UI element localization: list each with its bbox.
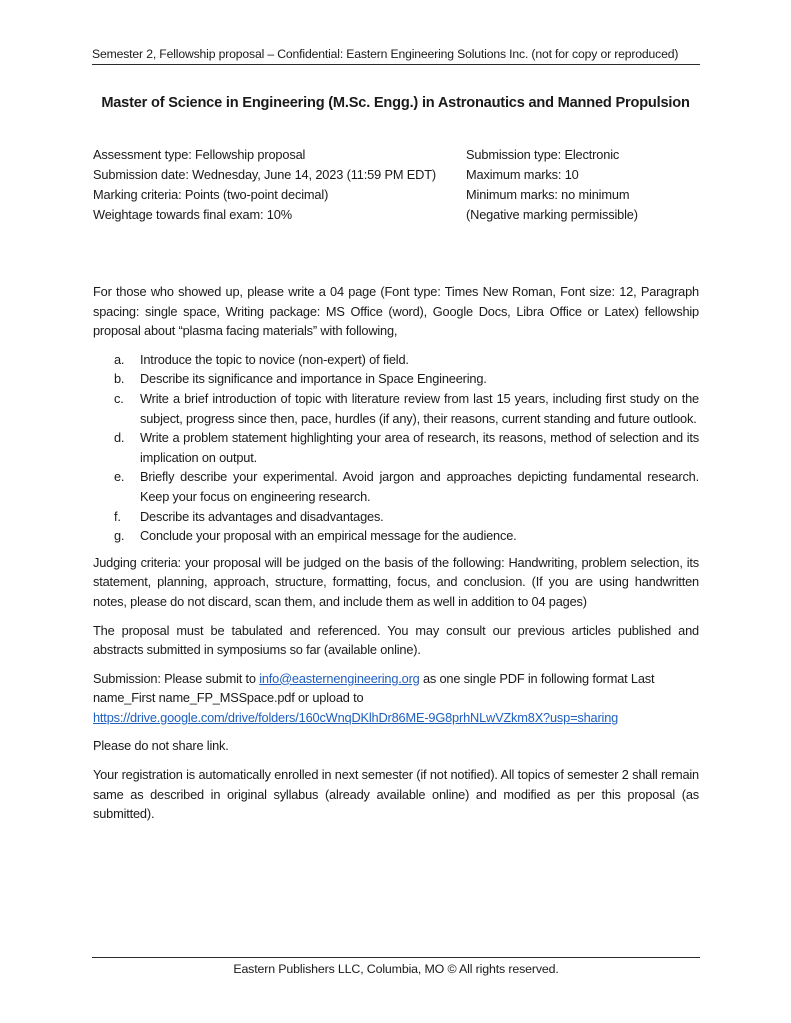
list-marker: e. bbox=[114, 469, 125, 485]
list-item-text: Briefly describe your experimental. Avoid jargon and approaches depicting fundamental research. Keep your focus on engineering research. bbox=[140, 469, 699, 504]
list-item-text: Introduce the topic to novice (non-expert) of field. bbox=[140, 351, 409, 367]
registration-paragraph: Your registration is automatically enrolled in next semester (if not notified). All topics of semester 2 shall remain same as described in original syllabus (already available online) and modified as per this proposal (as submitted). bbox=[93, 767, 699, 822]
list-marker: a. bbox=[114, 351, 125, 367]
list-marker: c. bbox=[114, 390, 124, 406]
list-item bbox=[93, 389, 699, 428]
minimum-marks: Minimum marks: no minimum bbox=[466, 187, 630, 202]
assessment-info-right bbox=[466, 145, 638, 225]
task-list bbox=[93, 350, 699, 546]
list-marker: g. bbox=[114, 528, 125, 544]
upload-folder-link[interactable]: https://drive.google.com/drive/folders/160cWnqDKlhDr86ME-9G8prhNLwVZkm8X?usp=sharing bbox=[93, 709, 619, 725]
marking-criteria: Marking criteria: Points (two-point decimal) bbox=[93, 187, 329, 202]
negative-marking-note: (Negative marking permissible) bbox=[466, 207, 638, 222]
list-item bbox=[93, 428, 699, 467]
submission-type: Submission type: Electronic bbox=[466, 147, 620, 162]
assessment-info-left bbox=[93, 145, 436, 225]
no-share-note: Please do not share link. bbox=[93, 738, 229, 754]
list-item-text: Write a brief introduction of topic with literature review from last 15 years, including first study on the subject, progress since then, pace, hurdles (if any), their reasons, current standing and future outlook. bbox=[140, 390, 699, 426]
submission-prefix: Submission: Please submit to bbox=[93, 670, 260, 686]
tabulation-paragraph: The proposal must be tabulated and referenced. You may consult our previous articles published and abstracts submitted in symposiums so far (available online). bbox=[93, 622, 699, 658]
list-item-text: Conclude your proposal with an empirical message for the audience. bbox=[140, 528, 517, 544]
email-link[interactable]: info@easterneng​ineering.org bbox=[259, 670, 420, 686]
document-body bbox=[93, 282, 699, 833]
list-marker: d. bbox=[114, 430, 125, 446]
submission-middle: as one single PDF in following format Last name_First name_FP_MSSpace.pdf or upload to bbox=[93, 670, 655, 706]
maximum-marks: Maximum marks: 10 bbox=[466, 167, 579, 182]
submission-date: Submission date: Wednesday, June 14, 2023 (11:59 PM EDT) bbox=[93, 167, 436, 182]
list-item bbox=[93, 467, 699, 506]
submission-paragraph bbox=[93, 669, 699, 728]
document-title: Master of Science in Engineering (M.Sc. Engg.) in Astronautics and Manned Propulsion bbox=[101, 95, 690, 111]
list-item-text: Write a problem statement highlighting your area of research, its reasons, method of selection and its implication on output. bbox=[140, 430, 699, 465]
list-item bbox=[93, 526, 699, 546]
list-item bbox=[93, 507, 699, 527]
judging-criteria-paragraph: Judging criteria: your proposal will be judged on the basis of the following: Handwriting, problem selection, its statement, planning, approach, structure, formatting, focus, and conclusion. (If you are using handwritten notes, please do not discard, scan them, and include them as well in addition to 04 pages) bbox=[93, 554, 699, 609]
list-marker: f. bbox=[114, 508, 121, 524]
list-item-text: Describe its advantages and disadvantages. bbox=[140, 508, 384, 524]
list-item-text: Describe its significance and importance in Space Engineering. bbox=[140, 371, 487, 387]
intro-paragraph: For those who showed up, please write a 04 page (Font type: Times New Roman, Font size: 12, Paragraph spacing: single space, Writing package: MS Office (word), Google Docs, Libra Office or Latex) fellowship proposal about “plasma facing materials” with following, bbox=[93, 284, 699, 339]
running-header: Semester 2, Fellowship proposal – Confidential: Eastern Engineering Solutions Inc. (not for copy or reproduced) bbox=[92, 46, 700, 65]
weightage: Weightage towards final exam: 10% bbox=[93, 207, 292, 222]
assessment-type: Assessment type: Fellowship proposal bbox=[93, 147, 306, 162]
list-item bbox=[93, 369, 699, 389]
running-footer: Eastern Publishers LLC, Columbia, MO © All rights reserved. bbox=[92, 957, 700, 977]
list-item bbox=[93, 350, 699, 370]
list-marker: b. bbox=[114, 371, 125, 387]
